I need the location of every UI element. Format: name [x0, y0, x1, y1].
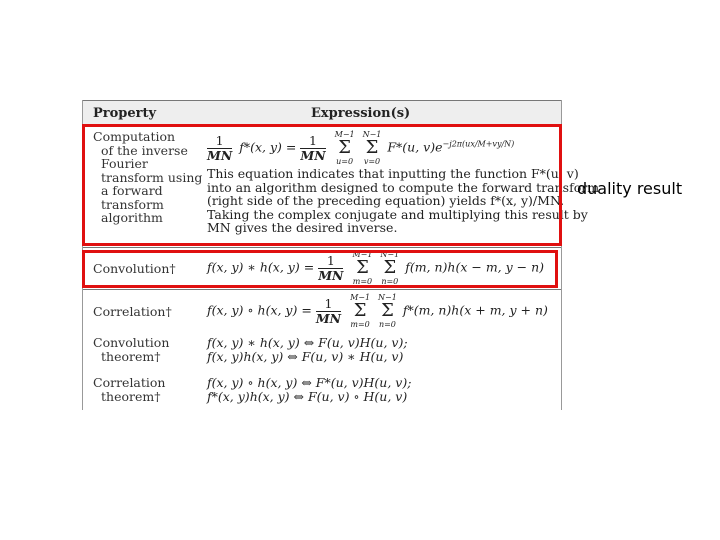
property-line: transform using — [101, 169, 203, 185]
formula-rhs: f*(m, n)h(x + m, y + n) — [402, 302, 548, 318]
header-property: Property — [93, 106, 157, 121]
highlight-box-inverse — [82, 124, 562, 246]
table-header — [83, 100, 561, 127]
description-line: This equation indicates that inputting the function F*(u, v) — [207, 166, 579, 181]
property-line: a forward — [101, 183, 163, 198]
formula-line: f(x, y) ∘ h(x, y) ⇔ F*(u, v)H(u, v); — [207, 375, 412, 390]
description-line: MN gives the desired inverse. — [207, 220, 398, 235]
formula-exponent: −j2π(ux/M+vy/N) — [442, 139, 515, 149]
formula-line: f(x, y) ∗ h(x, y) ⇔ F(u, v)H(u, v); — [207, 335, 408, 350]
fraction: $\frac{1}{MN}$ — [300, 133, 326, 163]
summation: N−1 Σ n=0 — [380, 250, 400, 286]
header-expression: Expression(s) — [311, 106, 411, 121]
property-line: theorem† — [101, 348, 161, 364]
row-correlation-theorem-property — [93, 376, 166, 403]
fraction: $\frac{1}{MN}$ — [207, 133, 233, 163]
highlight-box-convolution — [82, 250, 558, 288]
formula-lhs: f(x, y) ∗ h(x, y) = — [207, 259, 315, 275]
description-line: Taking the complex conjugate and multiplying this result by — [207, 206, 588, 222]
formula-line: f*(x, y)h(x, y) ⇔ F(u, v) ∘ H(u, v) — [207, 388, 408, 404]
property-line: Fourier — [101, 156, 148, 171]
property-line: transform — [101, 196, 164, 212]
summation: N−1 Σ n=0 — [378, 293, 397, 329]
property-line: Convolution — [93, 335, 170, 350]
slide-caption: duality result — [577, 179, 683, 198]
formula-rhs: f(m, n)h(x − m, y − n) — [405, 259, 545, 275]
summation: N−1 Σ v=0 — [362, 130, 382, 166]
fraction: $\frac{1}{MN}$ — [318, 253, 344, 283]
row-divider — [83, 247, 561, 248]
property-line: theorem† — [101, 388, 161, 404]
formula-line: f(x, y)h(x, y) ⇔ F(u, v) ∗ H(u, v) — [207, 348, 404, 364]
property-line: Correlation — [93, 375, 166, 390]
property-line: Computation — [93, 129, 176, 144]
row-convolution-theorem-property — [93, 336, 169, 363]
property-line: of the inverse — [101, 142, 188, 158]
formula-rhs: F*(u, v)e — [387, 139, 443, 155]
row-correlation-theorem-formula — [207, 376, 411, 403]
row-divider — [83, 289, 561, 290]
summation: M−1 Σ u=0 — [334, 130, 355, 166]
description-line: into an algorithm designed to compute the forward transform — [207, 179, 600, 195]
formula-lhs: f*(x, y) = — [239, 139, 297, 155]
description-line: (right side of the preceding equation) yields f*(x, y)/MN. — [207, 193, 565, 208]
fraction: $\frac{1}{MN}$ — [315, 296, 342, 326]
formula-lhs: f(x, y) ∘ h(x, y) = — [207, 302, 312, 318]
row-convolution-theorem-formula — [207, 336, 408, 363]
row-correlation-property: Correlation† — [93, 304, 172, 319]
property-line: algorithm — [101, 210, 163, 225]
summation: M−1 Σ m=0 — [350, 293, 371, 329]
row-convolution-property: Convolution† — [93, 261, 176, 276]
summation: M−1 Σ m=0 — [352, 250, 373, 286]
row-correlation-formula — [207, 293, 548, 329]
